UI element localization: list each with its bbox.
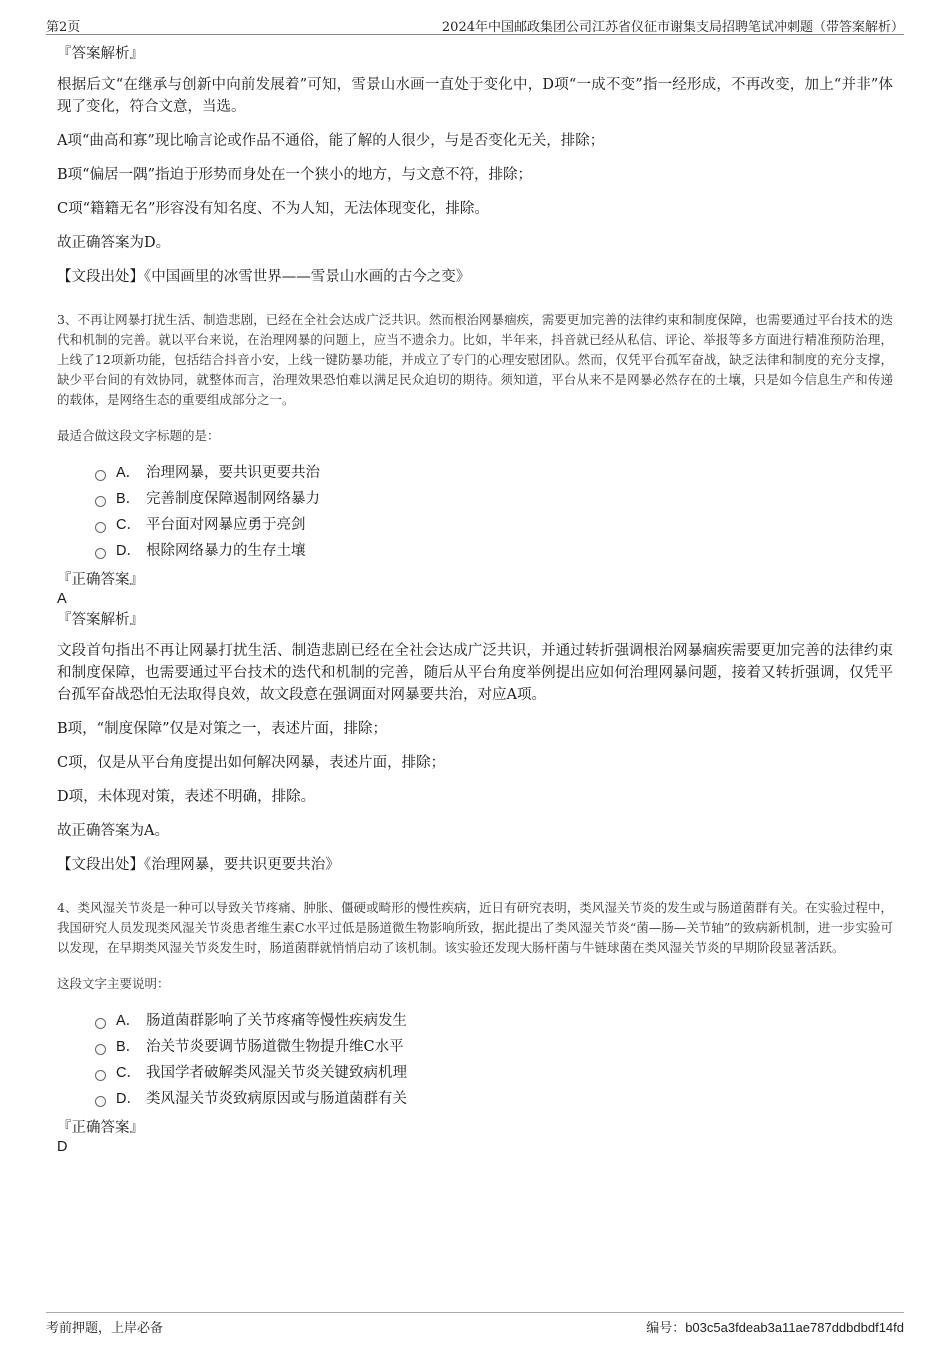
radio-icon[interactable] [95,470,106,481]
page-footer [46,1312,904,1335]
option-text: 治关节炎要调节肠道微生物提升维C水平 [146,1039,404,1055]
footer-slogan: 考前押题，上岸必备 [46,1321,164,1336]
option-letter: C． [116,517,141,533]
option-d[interactable] [95,1086,893,1112]
analysis-paragraph: A项“曲高和寡”现比喻言论或作品不通俗，能了解的人很少，与是否变化无关，排除； [57,133,605,149]
page-number: 第2页 [46,20,81,35]
radio-icon[interactable] [95,1096,106,1107]
question-stem: 4、类风湿关节炎是一种可以导致关节疼痛、肿胀、僵硬或畸形的慢性疾病，近日有研究表明，类风湿关节炎的发生或与肠道菌群有关。在实验过程中，我国研究人员发现类风湿关节炎患者维生素C水平过低是肠道微生物影响所致，据此提出了类风湿关节炎“菌—肠—关节轴”的致病新机制，进一步实验可以发现，在早期类风湿关节炎发生时，肠道菌群就悄悄启动了该机制。该实验还发现大肠杆菌与牛链球菌在类风湿关节炎的早期阶段显著活跃。 [57,900,893,955]
analysis-label: 『答案解析』 [57,46,144,62]
document-title: 2024年中国邮政集团公司江苏省仪征市谢集支局招聘笔试冲刺题（带答案解析） [441,20,904,35]
analysis-paragraph: 根据后文“在继承与创新中向前发展着”可知，雪景山水画一直处于变化中，D项“一成不变”指一经形成，不再改变，加上“并非”体现了变化，符合文意，当选。 [57,77,893,115]
option-letter: C． [116,1065,141,1081]
option-text: 平台面对网暴应勇于亮剑 [146,517,306,533]
analysis-paragraph: 故正确答案为A。 [57,823,169,839]
radio-icon[interactable] [95,548,106,559]
option-text: 我国学者破解类风湿关节炎关键致病机理 [146,1065,407,1081]
option-a[interactable] [95,1008,893,1034]
option-letter: B． [116,1039,141,1055]
question-stem: 3、不再让网暴打扰生活、制造悲剧，已经在全社会达成广泛共识。然而根治网暴痼疾，需要更加完善的法律约束和制度保障，也需要通过平台技术的迭代和机制的完善。就以平台来说，在治理网暴的问题上，应当不遗余力。比如，半年来，抖音就已经从私信、评论、举报等多方面进行精准预防治理，上线了12项新功能，包括结合抖音小安，上线一键防暴功能，并成立了专门的心理安慰团队。然而，仅凭平台孤军奋战，缺乏法律和制度的充分支撑，缺少平台间的有效协同，就整体而言，治理效果恐怕难以满足民众迫切的期待。须知道，平台从来不是网暴必然存在的土壤，只是如今信息生产和传递的载体，是网络生态的重要组成部分之一。 [57,312,893,407]
analysis-paragraph: B项“偏居一隅”指迫于形势而身处在一个狭小的地方，与文意不符，排除； [57,167,532,183]
option-text: 类风湿关节炎致病原因或与肠道菌群有关 [146,1091,407,1107]
answer-label: 『正确答案』 [57,1120,144,1136]
answer-label: 『正确答案』 [57,572,144,588]
radio-icon[interactable] [95,496,106,507]
analysis-paragraph: B项，“制度保障”仅是对策之一，表述片面，排除； [57,721,387,737]
option-list [95,460,893,564]
option-letter: D． [116,1091,141,1107]
option-letter: A． [116,1013,141,1029]
page-header [46,14,904,35]
correct-answer: D [57,1139,68,1155]
analysis-paragraph: C项“籍籍无名”形容没有知名度、不为人知，无法体现变化，排除。 [57,201,489,217]
source-citation: 【文段出处】《中国画里的冰雪世界——雪景山水画的古今之变》 [57,269,471,285]
correct-answer: A [57,591,67,607]
radio-icon[interactable] [95,1018,106,1029]
option-b[interactable] [95,1034,893,1060]
analysis-paragraph: C项，仅是从平台角度提出如何解决网暴，表述片面，排除； [57,755,446,771]
analysis-paragraph: D项，未体现对策，表述不明确，排除。 [57,789,316,805]
option-a[interactable] [95,460,893,486]
radio-icon[interactable] [95,1044,106,1055]
option-letter: A． [116,465,141,481]
option-text: 根除网络暴力的生存土壤 [146,543,306,559]
option-letter: D． [116,543,141,559]
option-text: 完善制度保障遏制网络暴力 [146,491,320,507]
radio-icon[interactable] [95,522,106,533]
option-b[interactable] [95,486,893,512]
analysis-label: 『答案解析』 [57,612,144,628]
analysis-paragraph: 文段首句指出不再让网暴打扰生活、制造悲剧已经在全社会达成广泛共识，并通过转折强调根治网暴痼疾需要更加完善的法律约束和制度保障，也需要通过平台技术的迭代和机制的完善，随后从平台角度举例提出应如何治理网暴问题，接着又转折强调，仅凭平台孤军奋战恐怕无法取得良效，故文段意在强调面对网暴要共治，对应A项。 [57,643,893,703]
source-citation: 【文段出处】《治理网暴，要共识更要共治》 [57,857,340,873]
option-text: 治理网暴，要共识更要共治 [146,465,320,481]
option-c[interactable] [95,1060,893,1086]
option-d[interactable] [95,538,893,564]
option-c[interactable] [95,512,893,538]
option-text: 肠道菌群影响了关节疼痛等慢性疾病发生 [146,1013,407,1029]
option-letter: B． [116,491,141,507]
analysis-paragraph: 故正确答案为D。 [57,235,171,251]
document-code: 编号：b03c5a3fdeab3a11ae787ddbdbdf14fd [646,1320,904,1335]
main-content [57,44,893,1156]
option-list [95,1008,893,1112]
question-prompt: 最适合做这段文字标题的是： [57,428,220,443]
radio-icon[interactable] [95,1070,106,1081]
question-prompt: 这段文字主要说明： [57,976,170,991]
